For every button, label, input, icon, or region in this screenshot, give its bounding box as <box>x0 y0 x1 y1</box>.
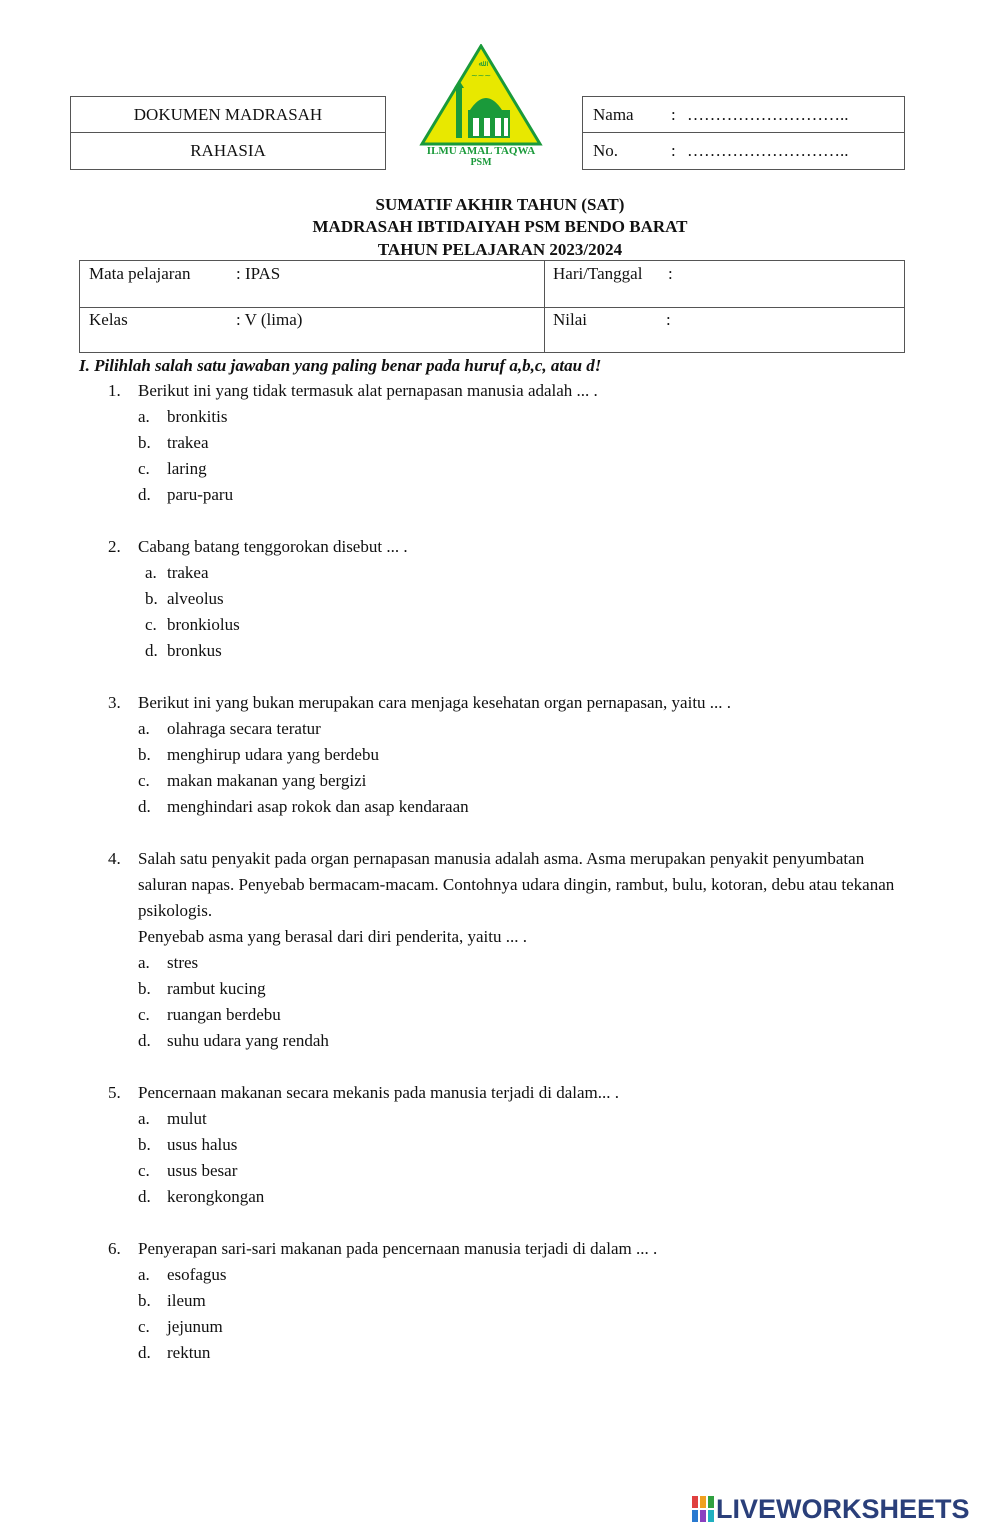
watermark-text: LIVEWORKSHEETS <box>716 1494 970 1524</box>
subject-value: : IPAS <box>236 264 281 283</box>
question-text: Berikut ini yang bukan merupakan cara menjaga kesehatan organ pernapasan, yaitu ... . <box>138 693 732 712</box>
option-text: laring <box>167 459 207 478</box>
option-letter: a. <box>138 719 150 738</box>
option-letter: d. <box>145 641 158 660</box>
option-letter: c. <box>138 1005 150 1024</box>
question-number: 6. <box>108 1239 121 1258</box>
class-label: Kelas <box>89 310 128 329</box>
option-text: paru-paru <box>167 485 234 504</box>
svg-text:~~~: ~~~ <box>470 71 492 80</box>
question-number: 2. <box>108 537 121 556</box>
option-letter: d. <box>138 797 151 816</box>
exam-title: SUMATIF AKHIR TAHUN (SAT) <box>375 195 625 214</box>
question-text: Salah satu penyakit pada organ pernapasan manusia adalah asma. Asma merupakan penyakit penyumbatan saluran napas. Penyebab bermacam-macam. Contohnya udara dingin, rambut, bulu, kotoran, debu atau tekanan psikologis. <box>138 849 895 920</box>
option-text: stres <box>167 953 199 972</box>
option-text: kerongkongan <box>167 1187 265 1206</box>
question-4-prompt: Penyebab asma yang berasal dari diri penderita, yaitu ... . <box>138 927 527 946</box>
option-text: bronkiolus <box>167 615 240 634</box>
question-text: Berikut ini yang tidak termasuk alat pernapasan manusia adalah ... . <box>138 381 598 400</box>
logo-text-line1: ILMU AMAL TAQWA <box>426 145 536 157</box>
option-text: rambut kucing <box>167 979 266 998</box>
option-letter: c. <box>138 1161 150 1180</box>
option-text: usus halus <box>167 1135 238 1154</box>
doc-secrecy-label: RAHASIA <box>190 141 266 160</box>
option-text: ruangan berdebu <box>167 1005 281 1024</box>
option-text: mulut <box>167 1109 207 1128</box>
option-text: suhu udara yang rendah <box>167 1031 329 1050</box>
option-text: menghirup udara yang berdebu <box>167 745 379 764</box>
school-logo <box>418 44 544 172</box>
liveworksheets-watermark[interactable] <box>692 1492 992 1526</box>
school-name: MADRASAH IBTIDAIYAH PSM BENDO BARAT <box>312 217 688 236</box>
option-letter: b. <box>138 1291 151 1310</box>
option-letter: a. <box>138 953 150 972</box>
option-text: rektun <box>167 1343 211 1362</box>
svg-text:ﷲ: ﷲ <box>478 59 484 68</box>
date-value: : <box>668 264 673 283</box>
option-text: ileum <box>167 1291 206 1310</box>
number-label: No. <box>593 141 619 160</box>
option-text: esofagus <box>167 1265 227 1284</box>
class-value: : V (lima) <box>236 310 303 329</box>
option-letter: d. <box>138 1187 151 1206</box>
document-classification-box <box>70 96 386 170</box>
option-letter: a. <box>138 1265 150 1284</box>
option-letter: d. <box>138 1031 151 1050</box>
option-letter: b. <box>138 433 151 452</box>
name-blank: ……………………….. <box>687 104 849 124</box>
option-letter: b. <box>138 1135 151 1154</box>
option-letter: b. <box>138 745 151 764</box>
question-number: 1. <box>108 381 121 400</box>
academic-year: TAHUN PELAJARAN 2023/2024 <box>377 240 623 259</box>
option-text: bronkitis <box>167 407 228 426</box>
date-label: Hari/Tanggal <box>553 264 643 283</box>
option-text: makan makanan yang bergizi <box>167 771 367 790</box>
option-text: menghindari asap rokok dan asap kendaraan <box>167 797 469 816</box>
name-label: Nama <box>593 104 634 124</box>
option-text: usus besar <box>167 1161 238 1180</box>
exam-info-table <box>79 260 905 353</box>
question-text: Penyerapan sari-sari makanan pada pencernaan manusia terjadi di dalam ... . <box>138 1239 658 1258</box>
liveworksheets-logo-icon <box>692 1496 714 1522</box>
option-letter: a. <box>138 407 150 426</box>
option-letter: a. <box>145 563 157 582</box>
question-text: Cabang batang tenggorokan disebut ... . <box>138 537 408 556</box>
option-letter: d. <box>138 485 151 504</box>
student-identity-box <box>582 96 905 170</box>
score-label: Nilai <box>553 310 587 329</box>
option-text: bronkus <box>167 641 222 660</box>
option-text: alveolus <box>167 589 224 608</box>
question-text: Pencernaan makanan secara mekanis pada manusia terjadi di dalam... . <box>138 1083 619 1102</box>
option-text: trakea <box>167 563 209 582</box>
number-row <box>583 133 904 169</box>
option-letter: c. <box>138 459 150 478</box>
option-letter: b. <box>138 979 151 998</box>
option-letter: c. <box>145 615 157 634</box>
question-number: 3. <box>108 693 121 712</box>
option-text: olahraga secara teratur <box>167 719 321 738</box>
logo-text-line2: PSM <box>470 157 492 168</box>
option-letter: c. <box>138 1317 150 1336</box>
option-letter: d. <box>138 1343 151 1362</box>
option-letter: b. <box>145 589 158 608</box>
option-letter: c. <box>138 771 150 790</box>
section-instruction: I. Pilihlah salah satu jawaban yang paling benar pada huruf a,b,c, atau d! <box>79 356 602 375</box>
name-row <box>583 97 904 133</box>
question-number: 4. <box>108 849 121 868</box>
number-separator: : <box>671 141 676 160</box>
subject-label: Mata pelajaran <box>89 264 191 283</box>
option-letter: a. <box>138 1109 150 1128</box>
question-number: 5. <box>108 1083 121 1102</box>
name-separator: : <box>671 104 676 124</box>
doc-type-label: DOKUMEN MADRASAH <box>71 97 385 133</box>
score-value: : <box>666 310 671 329</box>
option-text: trakea <box>167 433 209 452</box>
number-blank: ……………………….. <box>687 141 849 160</box>
option-text: jejunum <box>167 1317 223 1336</box>
